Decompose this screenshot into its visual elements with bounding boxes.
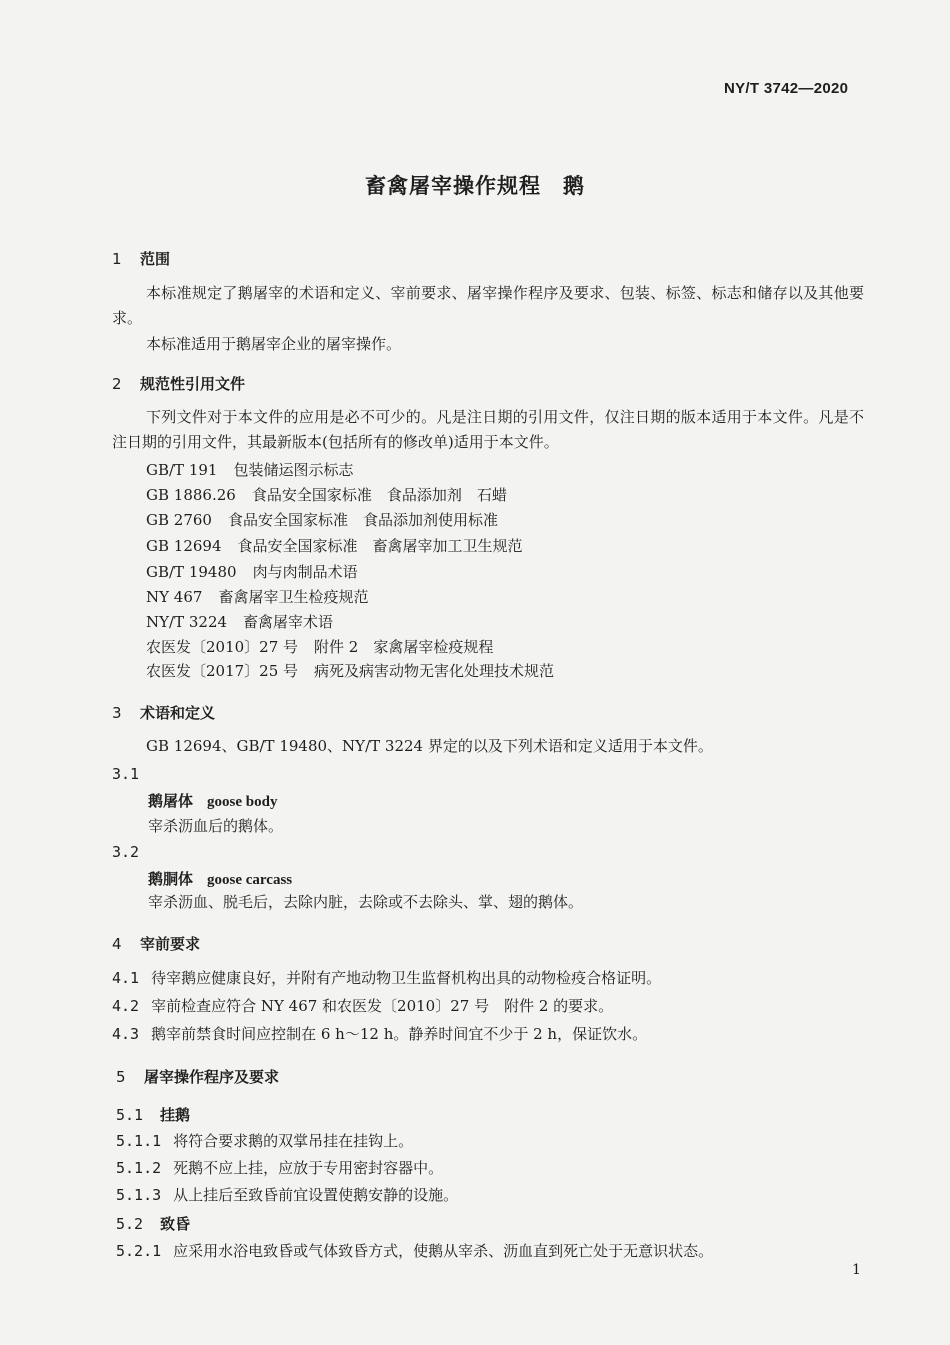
- reference-item: 农医发〔2017〕25 号 病死及病害动物无害化处理技术规范: [146, 662, 555, 680]
- page-number: 1: [852, 1262, 861, 1278]
- reference-item: GB/T 191 包装储运图示标志: [146, 461, 354, 479]
- clause-item: 5.1.2 死鹅不应上挂，应放于专用密封容器中。: [116, 1159, 444, 1177]
- section-4-heading: 4 宰前要求: [112, 935, 201, 953]
- reference-item: GB 12694 食品安全国家标准 畜禽屠宰加工卫生规范: [146, 537, 523, 555]
- title-main: 畜禽屠宰操作规程: [365, 174, 541, 198]
- document-title: [0, 170, 950, 200]
- subsection-5-2-heading: 5.2 致昏: [116, 1215, 191, 1233]
- section-1-paragraph-2: 本标准适用于鹅屠宰企业的屠宰操作。: [146, 335, 402, 353]
- term-number: 3.1: [112, 765, 140, 783]
- term-definition: 宰杀沥血后的鹅体。: [148, 817, 284, 835]
- term-name: 鹅胴体 goose carcass: [148, 870, 293, 888]
- section-3-heading: 3 术语和定义: [112, 704, 216, 722]
- subsection-5-1-heading: 5.1 挂鹅: [116, 1106, 191, 1124]
- section-5-heading: 5 屠宰操作程序及要求: [116, 1068, 280, 1086]
- clause-item: 4.2 宰前检查应符合 NY 467 和农医发〔2010〕27 号 附件 2 的要求。: [112, 997, 614, 1015]
- standard-number: NY/T 3742—2020: [724, 80, 849, 97]
- clause-item: 5.2.1 应采用水浴电致昏或气体致昏方式，使鹅从宰杀、沥血直到死亡处于无意识状态。: [116, 1242, 714, 1260]
- section-2-heading: 2 规范性引用文件: [112, 375, 246, 393]
- reference-item: 农医发〔2010〕27 号 附件 2 家禽屠宰检疫规程: [146, 638, 494, 656]
- section-1-heading: 1 范围: [112, 250, 171, 268]
- term-number: 3.2: [112, 843, 140, 861]
- reference-item: GB 2760 食品安全国家标准 食品添加剂使用标准: [146, 511, 498, 529]
- clause-item: 4.1 待宰鹅应健康良好，并附有产地动物卫生监督机构出具的动物检疫合格证明。: [112, 969, 662, 987]
- term-name: 鹅屠体 goose body: [148, 792, 278, 810]
- section-2-paragraph-1: 下列文件对于本文件的应用是必不可少的。凡是注日期的引用文件，仅注日期的版本适用于本文件。凡是不注日期的引用文件，其最新版本(包括所有的修改单)适用于本文件。: [112, 408, 864, 451]
- term-definition: 宰杀沥血、脱毛后，去除内脏，去除或不去除头、掌、翅的鹅体。: [148, 893, 584, 911]
- title-sub: 鹅: [563, 174, 585, 198]
- reference-item: NY/T 3224 畜禽屠宰术语: [146, 613, 334, 631]
- section-3-paragraph-1: GB 12694、GB/T 19480、NY/T 3224 界定的以及下列术语和定义适用于本文件。: [146, 737, 713, 755]
- section-1-paragraph-1: 本标准规定了鹅屠宰的术语和定义、宰前要求、屠宰操作程序及要求、包装、标签、标志和储存以及其他要求。: [112, 284, 864, 327]
- reference-item: GB 1886.26 食品安全国家标准 食品添加剂 石蜡: [146, 486, 507, 504]
- clause-item: 4.3 鹅宰前禁食时间应控制在 6 h～12 h。静养时间宜不少于 2 h，保证饮水。: [112, 1025, 648, 1043]
- reference-item: NY 467 畜禽屠宰卫生检疫规范: [146, 588, 369, 606]
- clause-item: 5.1.1 将符合要求鹅的双掌吊挂在挂钩上。: [116, 1132, 414, 1150]
- reference-item: GB/T 19480 肉与肉制品术语: [146, 563, 358, 581]
- clause-item: 5.1.3 从上挂后至致昏前宜设置使鹅安静的设施。: [116, 1186, 459, 1204]
